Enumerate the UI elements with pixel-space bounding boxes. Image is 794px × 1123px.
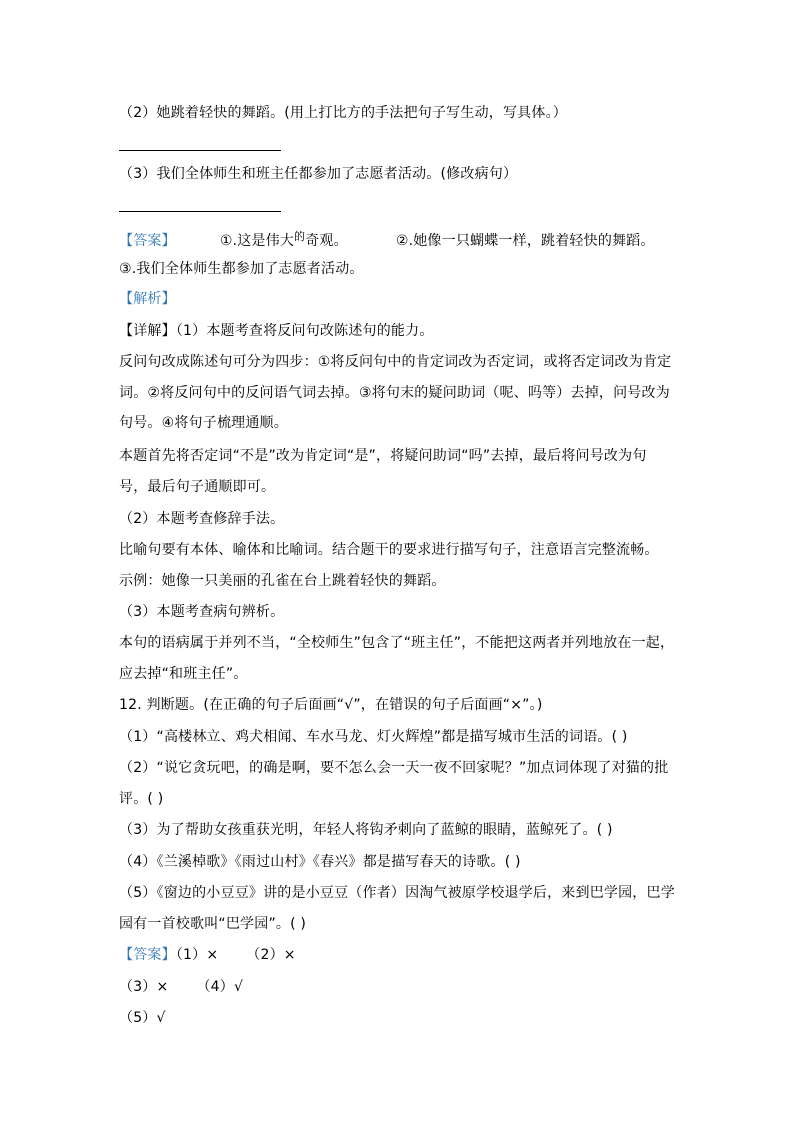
answer-item-2: ②.她像一只蝴蝶一样，跳着轻快的舞蹈。 [395, 233, 655, 249]
answer-blank-line-3 [119, 211, 281, 212]
answer-label: 【答案】 [119, 233, 176, 249]
analysis-line-4: 句号。④将句子梳理通顺。 [119, 415, 288, 431]
analysis-line-5: 本题首先将否定词“不是”改为肯定词“是”，将疑问助词“吗”去掉，最后将问号改为句 [119, 448, 647, 464]
analysis-line-8: 比喻句要有本体、喻体和比喻词。结合题干的要求进行描写句子，注意语言完整流畅。 [119, 542, 659, 558]
analysis-line-9: 示例：她像一只美丽的孔雀在台上跳着轻快的舞蹈。 [119, 573, 446, 589]
answer-12-row-1 [119, 945, 296, 965]
answer-item-1-superscript: 的 [294, 230, 306, 243]
answer-item-1-suffix: 奇观。 [305, 233, 348, 249]
answer-12-row-2 [119, 977, 243, 997]
question-part-3: （3）我们全体师生和班主任都参加了志愿者活动。(修改病句） [119, 166, 518, 182]
answer-12-label: 【答案】 [119, 947, 176, 963]
analysis-line-6: 号，最后句子通顺即可。 [119, 479, 276, 495]
answer-12-item-3: （3）× [119, 979, 169, 995]
detail-label: 【详解】 [119, 323, 176, 339]
question-part-2: （2）她跳着轻快的舞蹈。(用上打比方的手法把句子写生动，写具体。） [119, 105, 567, 121]
answer-blank-line-2 [119, 150, 281, 151]
answer-item-1-prefix: ①.这是伟大 [219, 233, 295, 249]
analysis-line-11: 本句的语病属于并列不当，“全校师生”包含了“班主任”，不能把这两者并列地放在一起， [119, 635, 675, 651]
answer-12-item-5: （5）√ [119, 1010, 166, 1026]
question-12-item-3: （3）为了帮助女孩重获光明，年轻人将钩矛刺向了蓝鲸的眼睛，蓝鲸死了。( ) [119, 822, 613, 838]
question-12-item-1: （1）“高楼林立、鸡犬相闻、车水马龙、灯火辉煌”都是描写城市生活的词语。( ) [119, 729, 628, 745]
answer-12-item-4: （4）√ [196, 979, 244, 995]
answer-12-item-1: （1）× [175, 947, 219, 963]
analysis-line-3: 词。②将反问句中的反问语气词去掉。③将句末的疑问助词（呢、吗等）去掉，问号改为 [119, 385, 670, 401]
question-12-item-5-cont: 园有一首校歌叫“巴学园”。( ) [119, 916, 307, 932]
question-12-item-5: （5）《窗边的小豆豆》讲的是小豆豆（作者）因淘气被原学校退学后，来到巴学园，巴学 [119, 885, 675, 901]
answer-row-1 [119, 231, 655, 252]
answer-12-item-2: （2）× [246, 947, 296, 963]
answer-item-3: ③.我们全体师生都参加了志愿者活动。 [119, 261, 364, 277]
analysis-line-12: 应去掉“和班主任”。 [119, 666, 248, 682]
question-12-title: 12. 判断题。(在正确的句子后面画“√”，在错误的句子后面画“×”。) [119, 697, 543, 713]
analysis-label: 【解析】 [119, 291, 176, 307]
question-12-item-4: （4）《兰溪棹歌》《雨过山村》《春兴》都是描写春天的诗歌。( ) [119, 854, 521, 870]
question-12-item-2-cont: 评。( ) [119, 791, 164, 807]
analysis-line-10: （3）本题考查病句辨析。 [119, 604, 285, 620]
question-12-item-2: （2）“说它贪玩吧，的确是啊，要不怎么会一天一夜不回家呢？”加点词体现了对猫的批 [119, 760, 669, 776]
analysis-line-7: （2）本题考查修辞手法。 [119, 511, 285, 527]
analysis-line-1 [119, 321, 434, 341]
analysis-line-1-text: （1）本题考查将反问句改陈述句的能力。 [175, 323, 434, 339]
analysis-line-2: 反问句改成陈述句可分为四步：①将反问句中的肯定词改为否定词，或将否定词改为肯定 [119, 354, 672, 370]
